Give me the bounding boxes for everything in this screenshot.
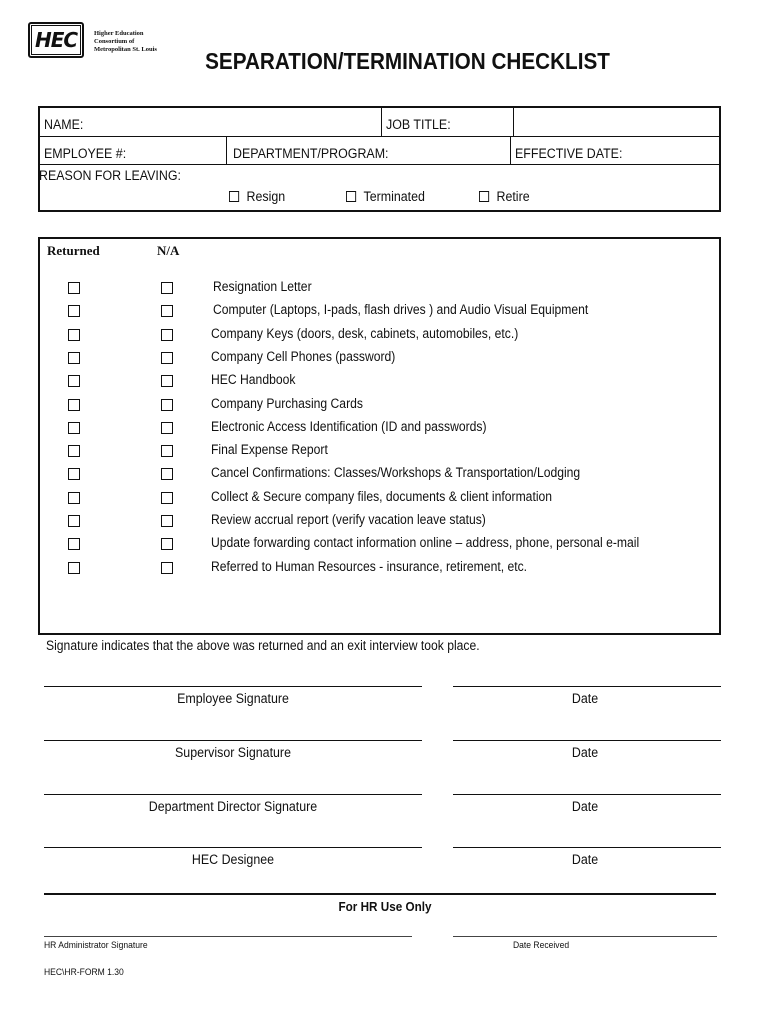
signature-label: Supervisor Signature bbox=[174, 745, 291, 760]
hr-use-only-heading: For HR Use Only bbox=[338, 899, 432, 914]
na-column-header: N/A bbox=[157, 243, 180, 258]
date-label: Date bbox=[571, 852, 599, 867]
checklist-item-label: Referred to Human Resources - insurance, retirement, etc. bbox=[211, 558, 528, 574]
returned-checkbox[interactable] bbox=[68, 282, 80, 294]
na-checkbox[interactable] bbox=[161, 329, 173, 341]
date-line[interactable] bbox=[453, 740, 721, 741]
signature-line[interactable] bbox=[44, 740, 422, 741]
option-retire[interactable] bbox=[479, 189, 530, 204]
date-label: Date bbox=[571, 745, 599, 760]
effective-date-field[interactable]: EFFECTIVE DATE: bbox=[515, 146, 623, 161]
checklist-item-label: Final Expense Report bbox=[211, 442, 328, 458]
resign-label: Resign bbox=[246, 189, 286, 204]
department-program-field[interactable]: DEPARTMENT/PROGRAM: bbox=[233, 146, 389, 161]
returned-checkbox[interactable] bbox=[68, 445, 80, 457]
checklist-item-label: Company Purchasing Cards bbox=[211, 395, 363, 411]
checklist-row bbox=[0, 442, 770, 462]
terminated-checkbox[interactable] bbox=[346, 191, 356, 202]
checklist-item-label: Electronic Access Identification (ID and passwords) bbox=[211, 418, 487, 434]
reason-for-leaving-label: REASON FOR LEAVING: bbox=[39, 168, 181, 183]
date-label: Date bbox=[571, 799, 599, 814]
returned-checkbox[interactable] bbox=[68, 468, 80, 480]
na-checkbox[interactable] bbox=[161, 468, 173, 480]
checklist-row bbox=[0, 279, 770, 299]
logo-text: HEC bbox=[31, 25, 81, 55]
checklist-item-label: Resignation Letter bbox=[213, 279, 312, 294]
checklist-row bbox=[0, 465, 770, 485]
org-line-2: Consortium of bbox=[94, 38, 135, 45]
checklist-item-label: Review accrual report (verify vacation leave status) bbox=[211, 512, 486, 527]
info-row-divider-2 bbox=[40, 164, 719, 165]
checklist-item-label: Collect & Secure company files, documents & client information bbox=[211, 488, 553, 504]
date-received-line[interactable] bbox=[453, 936, 717, 937]
form-number: HEC\HR-FORM 1.30 bbox=[44, 967, 124, 978]
na-checkbox[interactable] bbox=[161, 422, 173, 434]
signature-note: Signature indicates that the above was returned and an exit interview took place. bbox=[46, 638, 480, 653]
date-line[interactable] bbox=[453, 794, 721, 795]
returned-checkbox[interactable] bbox=[68, 375, 80, 387]
checklist-item-label: Cancel Confirmations: Classes/Workshops & Transportation/Lodging bbox=[211, 465, 581, 481]
name-field[interactable]: NAME: bbox=[44, 117, 84, 132]
checklist-row bbox=[0, 349, 770, 369]
na-checkbox[interactable] bbox=[161, 562, 173, 574]
resign-checkbox[interactable] bbox=[229, 191, 239, 202]
info-row-divider-1 bbox=[40, 136, 719, 137]
date-line[interactable] bbox=[453, 847, 721, 848]
returned-checkbox[interactable] bbox=[68, 305, 80, 317]
info-col-divider-1 bbox=[381, 108, 382, 136]
date-label: Date bbox=[571, 691, 599, 706]
job-title-field[interactable]: JOB TITLE: bbox=[386, 117, 451, 132]
na-checkbox[interactable] bbox=[161, 538, 173, 550]
checklist-item-label: HEC Handbook bbox=[211, 372, 296, 388]
returned-checkbox[interactable] bbox=[68, 422, 80, 434]
checklist-row bbox=[0, 489, 770, 509]
hr-admin-signature-line[interactable] bbox=[44, 936, 412, 937]
checklist-row bbox=[0, 419, 770, 439]
hr-admin-signature-label: HR Administrator Signature bbox=[44, 940, 148, 951]
signature-line[interactable] bbox=[44, 794, 422, 795]
checklist-row bbox=[0, 559, 770, 579]
returned-checkbox[interactable] bbox=[68, 515, 80, 527]
checklist-row bbox=[0, 535, 770, 555]
employee-number-field[interactable]: EMPLOYEE #: bbox=[44, 146, 127, 161]
hr-section-divider bbox=[44, 893, 716, 895]
checklist-row bbox=[0, 326, 770, 346]
date-line[interactable] bbox=[453, 686, 721, 687]
returned-column-header: Returned bbox=[47, 243, 100, 258]
returned-checkbox[interactable] bbox=[68, 562, 80, 574]
retire-checkbox[interactable] bbox=[479, 191, 489, 202]
returned-checkbox[interactable] bbox=[68, 352, 80, 364]
checklist-item-label: Update forwarding contact information online – address, phone, personal e-mail bbox=[211, 535, 640, 551]
na-checkbox[interactable] bbox=[161, 445, 173, 457]
na-checkbox[interactable] bbox=[161, 282, 173, 294]
checklist-row bbox=[0, 512, 770, 532]
info-col-divider-3 bbox=[226, 136, 227, 164]
checklist-row bbox=[0, 302, 770, 322]
na-checkbox[interactable] bbox=[161, 515, 173, 527]
page-title: SEPARATION/TERMINATION CHECKLIST bbox=[205, 48, 610, 74]
na-checkbox[interactable] bbox=[161, 305, 173, 317]
checklist-item-label: Computer (Laptops, I-pads, flash drives ) and Audio Visual Equipment bbox=[213, 302, 589, 318]
org-line-1: Higher Education bbox=[94, 30, 144, 37]
signature-label: Employee Signature bbox=[177, 691, 289, 706]
signature-line[interactable] bbox=[44, 686, 422, 687]
org-line-3: Metropolitan St. Louis bbox=[94, 46, 157, 53]
na-checkbox[interactable] bbox=[161, 492, 173, 504]
returned-checkbox[interactable] bbox=[68, 329, 80, 341]
returned-checkbox[interactable] bbox=[68, 492, 80, 504]
na-checkbox[interactable] bbox=[161, 352, 173, 364]
checklist-row bbox=[0, 396, 770, 416]
na-checkbox[interactable] bbox=[161, 375, 173, 387]
date-received-label: Date Received bbox=[513, 940, 570, 951]
signature-line[interactable] bbox=[44, 847, 422, 848]
checklist-row bbox=[0, 372, 770, 392]
option-terminated[interactable] bbox=[346, 189, 425, 204]
na-checkbox[interactable] bbox=[161, 399, 173, 411]
returned-checkbox[interactable] bbox=[68, 399, 80, 411]
checklist-item-label: Company Keys (doors, desk, cabinets, automobiles, etc.) bbox=[211, 325, 519, 341]
signature-label: HEC Designee bbox=[191, 852, 275, 867]
info-col-divider-4 bbox=[510, 136, 511, 164]
checklist-item-label: Company Cell Phones (password) bbox=[211, 348, 396, 364]
terminated-label: Terminated bbox=[363, 189, 425, 204]
retire-label: Retire bbox=[496, 189, 530, 204]
signature-label: Department Director Signature bbox=[148, 799, 318, 814]
returned-checkbox[interactable] bbox=[68, 538, 80, 550]
info-col-divider-2 bbox=[513, 108, 514, 136]
option-resign[interactable] bbox=[229, 189, 285, 204]
